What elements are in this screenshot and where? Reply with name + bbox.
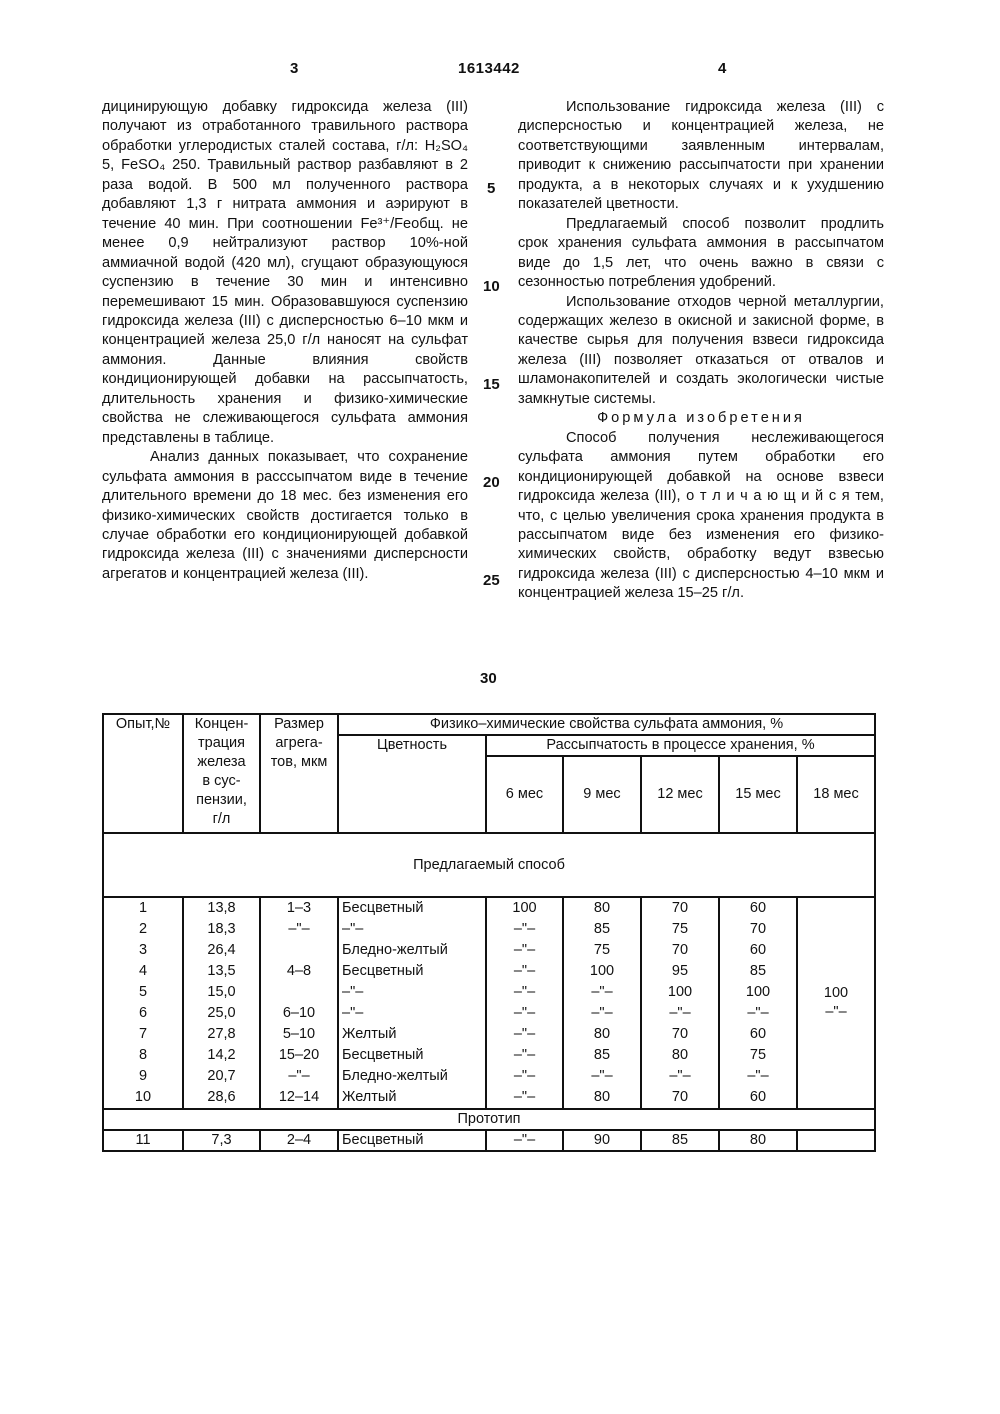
right-column	[518, 98, 884, 604]
header-12-months: 12 мес	[641, 756, 719, 833]
cell-number: 7	[103, 1024, 183, 1045]
cell-number: 8	[103, 1045, 183, 1066]
cell-12-months: 85	[641, 1130, 719, 1151]
cell-15-months: 100	[719, 982, 797, 1003]
cell-size: –"–	[260, 919, 338, 940]
header-6-months: 6 мес	[486, 756, 563, 833]
patent-number: 1613442	[458, 60, 520, 77]
cell-12-months: –"–	[641, 1003, 719, 1024]
cell-18-months-merged	[797, 897, 875, 1109]
cell-number: 3	[103, 940, 183, 961]
cell-15-months: 80	[719, 1130, 797, 1151]
cell-9-months: 90	[563, 1130, 641, 1151]
cell-size: 2–4	[260, 1130, 338, 1151]
table-row	[103, 1087, 875, 1109]
section-proposed-method: Предлагаемый способ	[103, 833, 875, 897]
cell-size: 1–3	[260, 897, 338, 919]
table-row	[103, 897, 875, 919]
cell-concentration: 18,3	[183, 919, 260, 940]
cell-color: –"–	[338, 919, 486, 940]
table-row	[103, 940, 875, 961]
cell-number: 2	[103, 919, 183, 940]
cell-15-months: 60	[719, 940, 797, 961]
cell-15-months: 60	[719, 1087, 797, 1109]
cell-size: 15–20	[260, 1045, 338, 1066]
cell-number: 11	[103, 1130, 183, 1151]
cell-size: –"–	[260, 1066, 338, 1087]
cell-number: 5	[103, 982, 183, 1003]
cell-color: –"–	[338, 1003, 486, 1024]
cell-color: Бесцветный	[338, 1045, 486, 1066]
cell-concentration: 20,7	[183, 1066, 260, 1087]
cell-12-months: 70	[641, 897, 719, 919]
cell-size: 4–8	[260, 961, 338, 982]
cell-12-months: 70	[641, 940, 719, 961]
cell-6-months: –"–	[486, 1024, 563, 1045]
table-row	[103, 982, 875, 1003]
line-number-25: 25	[483, 572, 500, 589]
cell-6-months: –"–	[486, 940, 563, 961]
right-paragraph-2: Предлагаемый способ позволит продлить срок хранения сульфата аммония в рассыпчатом виде до 1,5 лет, что очень важно в связи с сезонностью потребления удобрений.	[518, 215, 884, 291]
cell-15-months: –"–	[719, 1066, 797, 1087]
section-prototype: Прототип	[103, 1109, 875, 1130]
cell-9-months: 100	[563, 961, 641, 982]
cell-12-months: 70	[641, 1087, 719, 1109]
right-paragraph-3: Использование отходов черной металлургии, содержащих железо в окисной и закисной форме, в качестве сырья для получения взвеси гидроксида железа (III) позволяет отказаться от отвалов и шламонакопителей и создать экологически чистые замкнутые системы.	[518, 293, 884, 407]
cell-9-months: –"–	[563, 1066, 641, 1087]
cell-9-months: –"–	[563, 982, 641, 1003]
table-row	[103, 1066, 875, 1087]
header-aggregate-size: Размер агрега- тов, мкм	[260, 714, 338, 833]
table-row	[103, 961, 875, 982]
cell-concentration: 28,6	[183, 1087, 260, 1109]
table-row	[103, 1024, 875, 1045]
cell-6-months: –"–	[486, 1003, 563, 1024]
cell-number: 9	[103, 1066, 183, 1087]
cell-12-months: –"–	[641, 1066, 719, 1087]
header-9-months: 9 мес	[563, 756, 641, 833]
cell-color: Бесцветный	[338, 1130, 486, 1151]
claims-heading: Формула изобретения	[597, 410, 805, 427]
cell-concentration: 13,8	[183, 897, 260, 919]
cell-6-months: –"–	[486, 1087, 563, 1109]
cell-15-months: 60	[719, 897, 797, 919]
header-color: Цветность	[338, 735, 486, 833]
cell-concentration: 15,0	[183, 982, 260, 1003]
cell-9-months: 85	[563, 1045, 641, 1066]
cell-15-months: 70	[719, 919, 797, 940]
left-paragraph-2: Анализ данных показывает, что сохранение сульфата аммония в расссыпчатом виде в течение длительного времени до 18 мес. без изменения его физико-химических свойств достигается только в случае обработки его кондиционирующей добавкой гидроксида железа (III) с значениями дисперсности агрегатов и концентрацией железа (III).	[102, 449, 468, 582]
cell-concentration: 7,3	[183, 1130, 260, 1151]
cell-12-months: 75	[641, 919, 719, 940]
table-row	[103, 1003, 875, 1024]
cell-6-months: –"–	[486, 919, 563, 940]
left-paragraph-1: дицинирующую добавку гидроксида железа (III) получают из отработанного травильного раствора обработки углеродистых сталей состава, г/л: H₂SO₄ 5, FeSO₄ 250. Травильный раствор разбавляют в 2 раза водой. В 500 мл полученного раствора добавляют 1,3 г нитрата аммония и аэрируют в течение 40 мин. При соотношении Fe³⁺/Feобщ. не менее 0,9 нейтрализуют раствор 10%-ной аммиачной водой (420 мл), сгущают образующуюся суспензию в течение 30 мин и интенсивно перемешивают 15 мин. Образовавшуюся суспензию гидроксида железа (III) с дисперсностью 6–10 мкм и концентрацией железа 25,0 г/л наносят на сульфат аммония. Данные влияния свойств кондиционирующей добавки на рассыпчатость, длительность хранения и физико-химические свойства не слеживающегося сульфата аммония представлены в таблице.	[102, 99, 468, 446]
cell-concentration: 13,5	[183, 961, 260, 982]
cell-size	[260, 940, 338, 961]
cell-concentration: 26,4	[183, 940, 260, 961]
header-18-months: 18 мес	[797, 756, 875, 833]
cell-number: 10	[103, 1087, 183, 1109]
cell-concentration: 27,8	[183, 1024, 260, 1045]
cell-color: –"–	[338, 982, 486, 1003]
line-number-30: 30	[480, 670, 497, 687]
line-number-5: 5	[487, 180, 496, 197]
cell-18-months	[797, 1130, 875, 1151]
cell-6-months: –"–	[486, 1130, 563, 1151]
cell-number: 4	[103, 961, 183, 982]
cell-6-months: 100	[486, 897, 563, 919]
cell-color: Желтый	[338, 1087, 486, 1109]
header-properties: Физико–химические свойства сульфата аммония, %	[338, 714, 875, 735]
cell-12-months: 100	[641, 982, 719, 1003]
table-row	[103, 919, 875, 940]
value-18-months: 100	[823, 985, 849, 1001]
cell-color: Желтый	[338, 1024, 486, 1045]
header-concentration: Концен- трация железа в сус- пензии, г/л	[183, 714, 260, 833]
header-15-months: 15 мес	[719, 756, 797, 833]
right-paragraph-1: Использование гидроксида железа (III) с дисперсностью и концентрацией железа, не соответствующими заявленным интервалам, приводит к снижению рассыпчатости при хранении продукта, а в некоторых случаях и к ухудшению показателей цветности.	[518, 99, 884, 213]
cell-number: 6	[103, 1003, 183, 1024]
cell-15-months: –"–	[719, 1003, 797, 1024]
cell-12-months: 95	[641, 961, 719, 982]
cell-9-months: 80	[563, 1087, 641, 1109]
cell-9-months: –"–	[563, 1003, 641, 1024]
cell-color: Бледно-желтый	[338, 1066, 486, 1087]
cell-size: 12–14	[260, 1087, 338, 1109]
cell-concentration: 14,2	[183, 1045, 260, 1066]
line-number-10: 10	[483, 278, 500, 295]
table-row-prototype	[103, 1130, 875, 1151]
page-number-right: 4	[718, 60, 727, 77]
cell-12-months: 80	[641, 1045, 719, 1066]
cell-color: Бесцветный	[338, 961, 486, 982]
cell-9-months: 85	[563, 919, 641, 940]
cell-size: 6–10	[260, 1003, 338, 1024]
cell-9-months: 80	[563, 897, 641, 919]
header-experiment: Опыт,№	[103, 714, 183, 833]
cell-12-months: 70	[641, 1024, 719, 1045]
cell-number: 1	[103, 897, 183, 919]
cell-6-months: –"–	[486, 982, 563, 1003]
value-18-months-ditto: –"–	[825, 1004, 847, 1020]
cell-15-months: 60	[719, 1024, 797, 1045]
cell-concentration: 25,0	[183, 1003, 260, 1024]
line-number-15: 15	[483, 376, 500, 393]
results-table	[102, 713, 876, 1152]
cell-15-months: 75	[719, 1045, 797, 1066]
page-number-left: 3	[290, 60, 299, 77]
cell-6-months: –"–	[486, 961, 563, 982]
cell-size: 5–10	[260, 1024, 338, 1045]
cell-size	[260, 982, 338, 1003]
left-column	[102, 98, 468, 584]
cell-color: Бесцветный	[338, 897, 486, 919]
cell-color: Бледно-желтый	[338, 940, 486, 961]
line-number-20: 20	[483, 474, 500, 491]
header-friability: Рассыпчатость в процессе хранения, %	[486, 735, 875, 756]
table-row	[103, 1045, 875, 1066]
cell-9-months: 75	[563, 940, 641, 961]
cell-6-months: –"–	[486, 1066, 563, 1087]
cell-6-months: –"–	[486, 1045, 563, 1066]
right-paragraph-4: Способ получения неслеживающегося сульфата аммония путем обработки его кондиционирующей добавкой на основе взвеси гидроксида железа (III), о т л и ч а ю щ и й с я тем, что, с целью увеличения срока хранения продукта в рассыпчатом виде без изменения его физико-химических свойств, обработку ведут взвесью гидроксида железа (III) с дисперсностью 4–10 мкм и концентрацией железа 15–25 г/л.	[518, 429, 884, 602]
cell-9-months: 80	[563, 1024, 641, 1045]
cell-15-months: 85	[719, 961, 797, 982]
